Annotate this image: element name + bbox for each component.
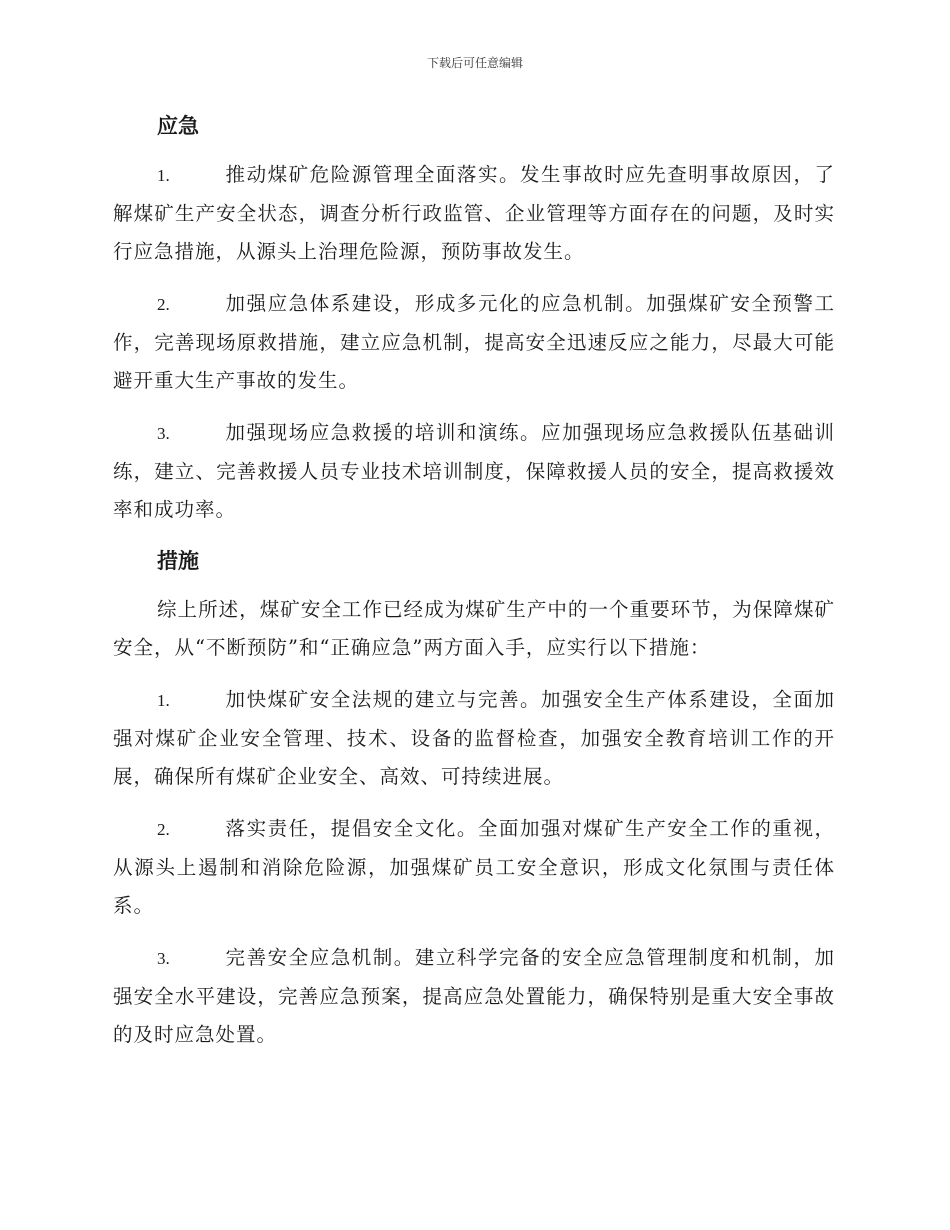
list-item-text: 加强应急体系建设，形成多元化的应急机制。加强煤矿安全预警工作，完善现场原救措施，建立应急机制，提高安全迅速反应之能力，尽最大可能避开重大生产事故的发生。 xyxy=(113,292,835,392)
section-heading-measures: 措施 xyxy=(157,548,199,573)
section-heading-emergency: 应急 xyxy=(157,113,199,138)
document-body xyxy=(113,108,835,1054)
list-item-text: 加快煤矿安全法规的建立与完善。加强安全生产体系建设，全面加强对煤矿企业安全管理、技术、设备的监督检查，加强安全教育培训工作的开展，确保所有煤矿企业安全、高效、可持续进展。 xyxy=(113,688,835,788)
intro-paragraph: 综上所述，煤矿安全工作已经成为煤矿生产中的一个重要环节，为保障煤矿安全，从“不断预防”和“正确应急”两方面入手，应实行以下措施： xyxy=(113,598,835,659)
list-item-number: 3. xyxy=(157,424,170,443)
list-item xyxy=(113,810,835,925)
list-item-number: 2. xyxy=(157,295,170,314)
list-item-text: 加强现场应急救援的培训和演练。应加强现场应急救援队伍基础训练，建立、完善救援人员专业技术培训制度，保障救援人员的安全，提高救援效率和成功率。 xyxy=(113,421,835,521)
list-item-number: 3. xyxy=(157,949,170,968)
list-item xyxy=(113,285,835,400)
list-item-text: 落实责任，提倡安全文化。全面加强对煤矿生产安全工作的重视，从源头上遏制和消除危险源，加强煤矿员工安全意识，形成文化氛围与责任体系。 xyxy=(113,817,835,917)
list-item xyxy=(113,681,835,796)
list-item xyxy=(113,156,835,271)
list-item-number: 1. xyxy=(157,166,170,185)
list-item-text: 推动煤矿危险源管理全面落实。发生事故时应先查明事故原因，了解煤矿生产安全状态，调查分析行政监管、企业管理等方面存在的问题，及时实行应急措施，从源头上治理危险源，预防事故发生。 xyxy=(113,163,835,263)
list-item-number: 2. xyxy=(157,820,170,839)
list-item xyxy=(113,939,835,1054)
page-header: 下载后可任意编辑 xyxy=(426,56,523,70)
list-item xyxy=(113,414,835,529)
list-item-number: 1. xyxy=(157,691,170,710)
list-item-text: 完善安全应急机制。建立科学完备的安全应急管理制度和机制，加强安全水平建设，完善应急预案，提高应急处置能力，确保特别是重大安全事故的及时应急处置。 xyxy=(113,946,835,1046)
